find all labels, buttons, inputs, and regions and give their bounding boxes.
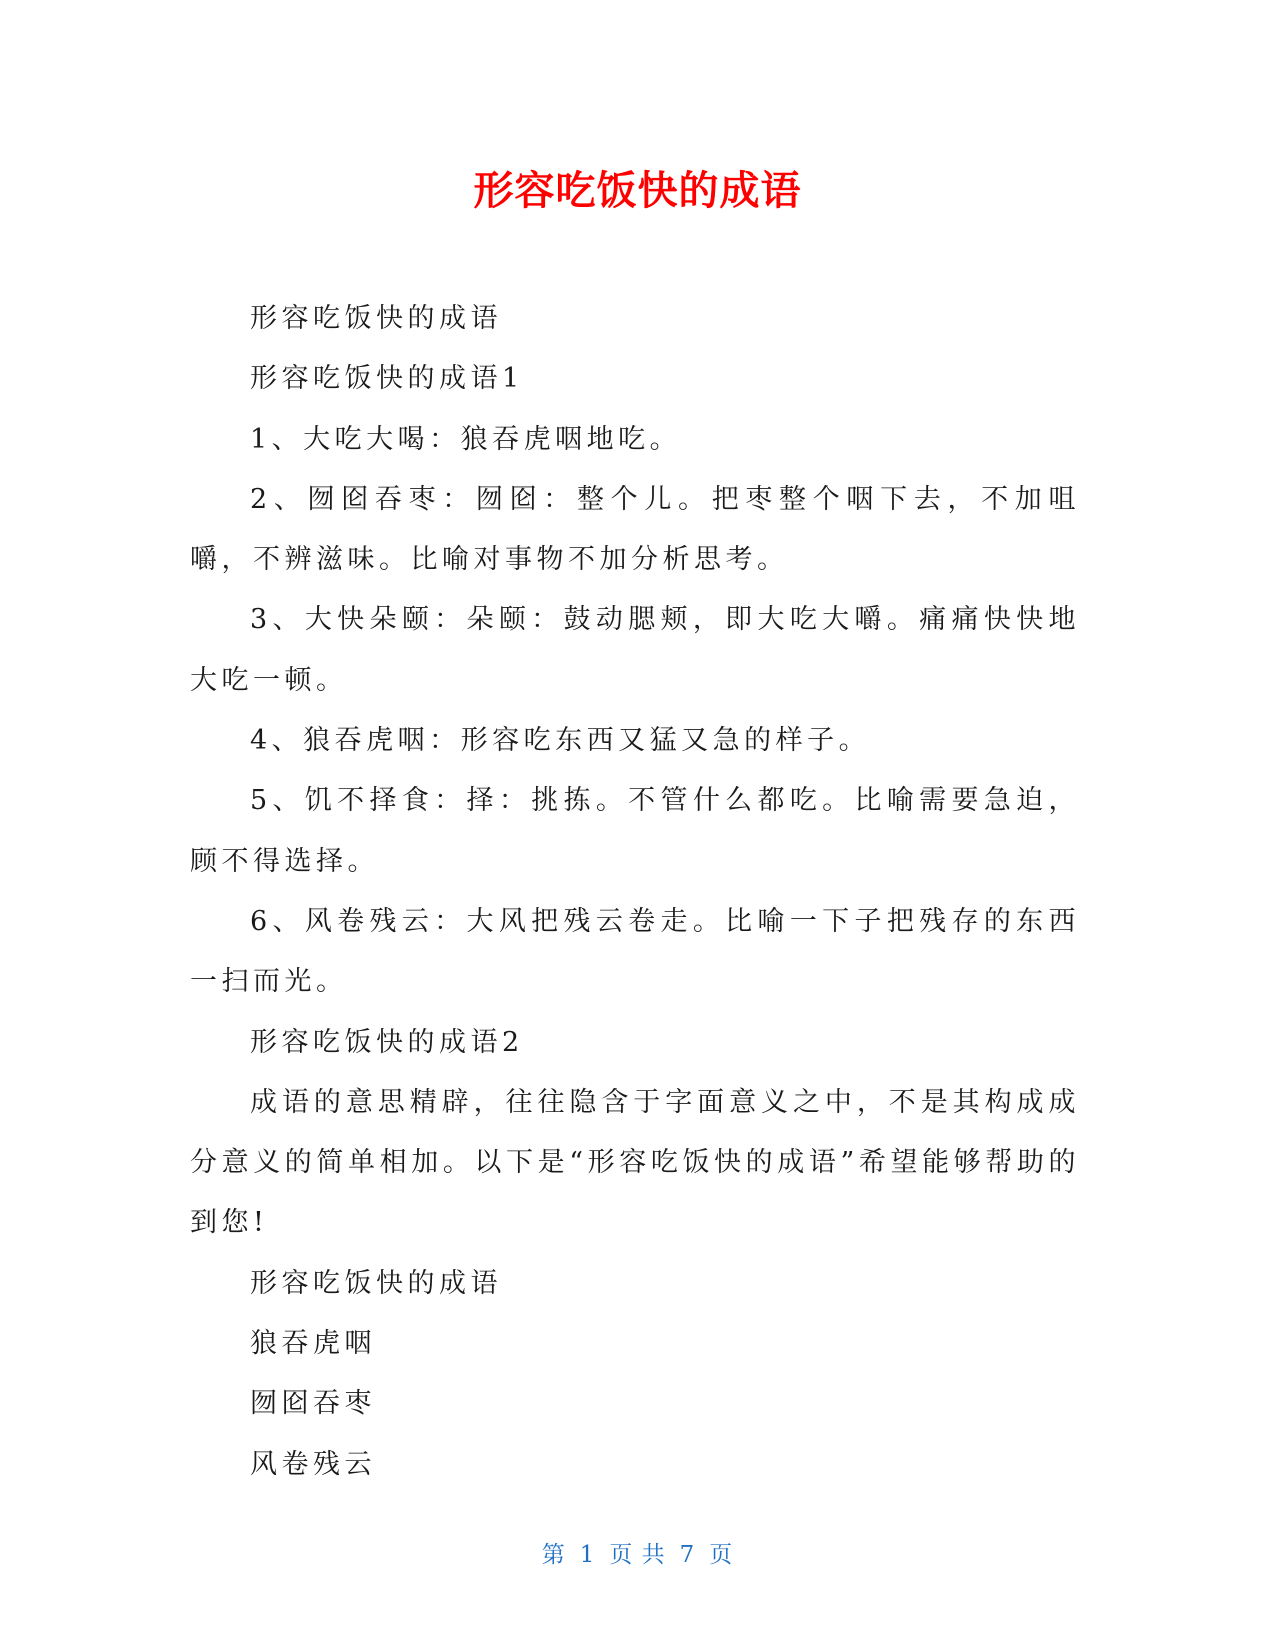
page-footer bbox=[0, 1540, 1275, 1570]
page-label-suffix: 页 bbox=[709, 1542, 734, 1568]
current-page-number: 1 bbox=[579, 1542, 596, 1568]
total-pages-number: 7 bbox=[679, 1542, 696, 1568]
document-title: 形容吃饭快的成语 bbox=[473, 168, 802, 214]
list-item: 3、大快朵颐：朵颐：鼓动腮颊，即大吃大嚼。痛痛快快地大吃一顿。 bbox=[190, 604, 1080, 696]
paragraph: 形容吃饭快的成语 bbox=[250, 1267, 502, 1299]
list-item: 6、风卷残云：大风把残云卷走。比喻一下子把残存的东西一扫而光。 bbox=[190, 905, 1080, 998]
paragraph: 成语的意思精辟，往往隐含于字面意义之中，不是其构成成分意义的简单相加。以下是“形容吃饭快的成语”希望能够帮助的到您! bbox=[190, 1086, 1080, 1239]
page-label-mid: 页 共 bbox=[609, 1542, 666, 1568]
list-item: 5、饥不择食：择：挑拣。不管什么都吃。比喻需要急迫，顾不得选择。 bbox=[190, 785, 1080, 877]
page-label-prefix: 第 bbox=[541, 1542, 566, 1568]
list-item: 4、狼吞虎咽：形容吃东西又猛又急的样子。 bbox=[250, 725, 871, 757]
idiom-item: 狼吞虎咽 bbox=[250, 1328, 376, 1360]
document-body bbox=[190, 289, 1080, 1495]
idiom-item: 风卷残云 bbox=[250, 1448, 376, 1480]
paragraph: 形容吃饭快的成语 bbox=[250, 303, 502, 334]
section-heading-2: 形容吃饭快的成语2 bbox=[250, 1026, 524, 1058]
list-item: 1、大吃大喝：狼吞虎咽地吃。 bbox=[250, 423, 682, 455]
section-heading-1: 形容吃饭快的成语1 bbox=[250, 363, 524, 395]
list-item: 2、囫囵吞枣：囫囵：整个儿。把枣整个咽下去，不加咀嚼，不辨滋味。比喻对事物不加分析思考。 bbox=[190, 483, 1080, 576]
idiom-item: 囫囵吞枣 bbox=[250, 1388, 376, 1420]
